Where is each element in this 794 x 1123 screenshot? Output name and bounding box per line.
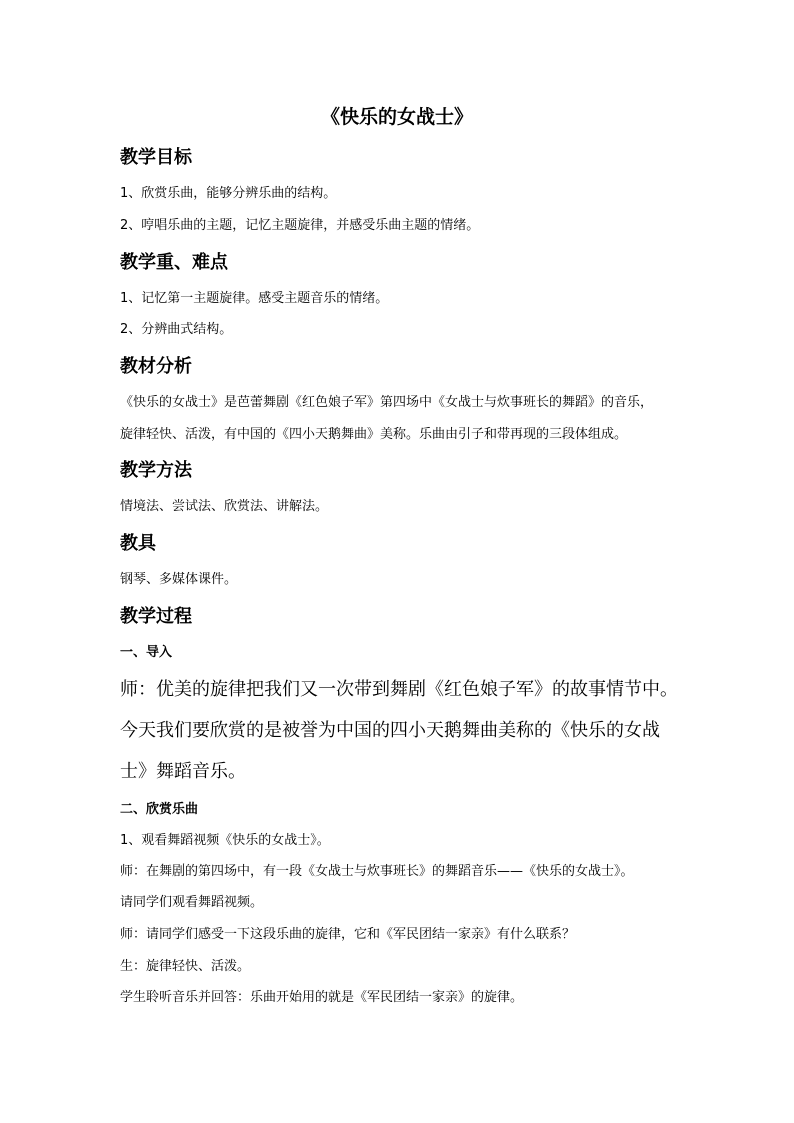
heading-methods: 教学方法 <box>120 460 192 481</box>
appreciation-line-4: 师：请同学们感受一下这段乐曲的旋律，它和《军民团结一家亲》有什么联系？ <box>120 927 576 942</box>
introduction-line-3: 士》舞蹈音乐。 <box>120 761 246 782</box>
introduction-line-1: 师：优美的旋律把我们又一次带到舞剧《红色娘子军》的故事情节中。 <box>120 679 678 700</box>
heading-key-points: 教学重、难点 <box>120 252 228 273</box>
analysis-line-2: 旋律轻快、活泼，有中国的《四小天鹅舞曲》美称。乐曲由引子和带再现的三段体组成。 <box>120 427 628 442</box>
appreciation-line-6: 学生聆听音乐并回答：乐曲开始用的就是《军民团结一家亲》的旋律。 <box>120 990 524 1005</box>
objective-item-1: 1、欣赏乐曲，能够分辨乐曲的结构。 <box>120 186 337 201</box>
tools-text: 钢琴、多媒体课件。 <box>120 572 238 587</box>
heading-tools: 教具 <box>120 533 156 554</box>
subheading-appreciation: 二、欣赏乐曲 <box>120 802 199 817</box>
appreciation-line-1: 1、观看舞蹈视频《快乐的女战士》。 <box>120 833 330 848</box>
key-point-item-1: 1、记忆第一主题旋律。感受主题音乐的情绪。 <box>120 291 389 306</box>
appreciation-line-3: 请同学们观看舞蹈视频。 <box>120 895 264 910</box>
subheading-introduction: 一、导入 <box>120 645 173 660</box>
analysis-line-1: 《快乐的女战士》是芭蕾舞剧《红色娘子军》第四场中《女战士与炊事班长的舞蹈》的音乐， <box>120 395 654 410</box>
heading-analysis: 教材分析 <box>120 356 192 377</box>
document-title: 《快乐的女战士》 <box>320 106 473 128</box>
heading-objectives: 教学目标 <box>120 147 192 168</box>
methods-text: 情境法、尝试法、欣赏法、讲解法。 <box>120 499 329 514</box>
objective-item-2: 2、哼唱乐曲的主题，记忆主题旋律，并感受乐曲主题的情绪。 <box>120 218 480 233</box>
key-point-item-2: 2、分辨曲式结构。 <box>120 322 233 337</box>
appreciation-line-2: 师：在舞剧的第四场中，有一段《女战士与炊事班长》的舞蹈音乐——《快乐的女战士》。 <box>120 864 634 879</box>
heading-process: 教学过程 <box>120 606 192 627</box>
introduction-line-2: 今天我们要欣赏的是被誉为中国的四小天鹅舞曲美称的《快乐的女战 <box>120 720 660 741</box>
appreciation-line-5: 生：旋律轻快、活泼。 <box>120 959 251 974</box>
